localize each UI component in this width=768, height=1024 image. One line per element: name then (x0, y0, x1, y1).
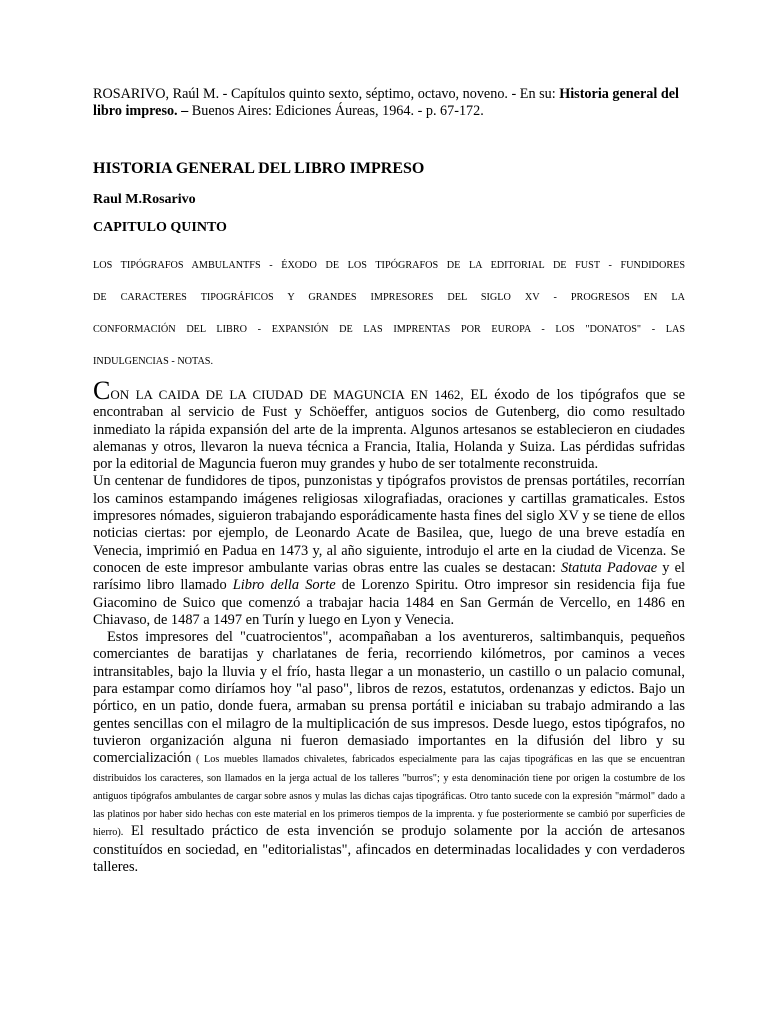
chapter-heading: CAPITULO QUINTO (93, 220, 227, 235)
drop-cap: C (93, 376, 111, 405)
paragraph-text: Un centenar de fundidores de tipos, punzonistas y tipógrafos provistos de prensas portátiles, recorrían los caminos estampando imágenes religiosas xilografiadas, oraciones y cartillas gramaticales. Estos impresores nómades, siguieron trabajando esporádicamente hasta fines del siglo XV y se tiene de ellos noticias ciertas: por ejemplo, de Leonardo Acate de Basilea, que, luego de una breve estadía en Venecia, imprimió en Padua en 1473 y, al año siguiente, introdujo el arte en la ciudad de Vicenza. Se conocen de este impresor ambulante varias obras entre las cuales se destacan: (93, 473, 685, 576)
bibliographic-citation (93, 86, 685, 120)
citation-title: Historia general del libro impreso. – (93, 86, 679, 119)
book-title-italic: Statuta Padovae (560, 559, 658, 576)
paragraph-text: El resultado práctico de esta invención se produjo solamente por la acción de artesanos constituídos en sociedad, en "editorialistas", afincados en determinadas localidades y con verdaderos talleres. (93, 823, 685, 876)
opening-smallcaps: ON LA CAIDA DE LA CIUDAD DE MAGUNCIA EN 1462, (110, 387, 464, 402)
chapter-body (93, 376, 685, 876)
summary-line: CONFORMACIÓN DEL LIBRO - EXPANSIÓN DE LAS IMPRENTAS POR EUROPA - LOS "DONATOS" - LAS (93, 324, 685, 335)
book-title-italic: Libro della Sorte (232, 577, 336, 594)
summary-line: LOS TIPÓGRAFOS AMBULANTFS - ÉXODO DE LOS TIPÓGRAFOS DE LA EDITORIAL DE FUST - FUNDIDORES (93, 260, 685, 271)
chapter-summary (93, 250, 685, 378)
summary-line: DE CARACTERES TIPOGRÁFICOS Y GRANDES IMPRESORES DEL SIGLO XV - PROGRESOS EN LA (93, 292, 685, 303)
citation-prefix: ROSARIVO, Raúl M. - Capítulos quinto sexto, séptimo, octavo, noveno. - En su: (93, 86, 560, 102)
paragraph-text: EL éxodo de los tipógrafos que se encontraban al servicio de Fust y Schöeffer, antiguos socios de Gutenberg, dio como resultado inmediato la rápida expansión del arte de la imprenta. Algunos artesanos se establecieron en ciudades alemanas y otros, llevaron la nueva técnica a Francia, Italia, Holanda y Suiza. Las pérdidas sufridas por la editorial de Maguncia fueron muy grandes y hubo de ser totalmente reconstruida. (93, 387, 685, 473)
inline-note: ( Los muebles llamados chivaletes, fabricados especialmente para las cajas tipográficas en las que se encuentran distribuidos los caracteres, son llamados en la jerga actual de los talleres "burros"; y esta denominación tiene por origen la costumbre de los antiguos tipógrafos ambulantes de cargar sobre asnos y mulas las dichas cajas tipográficas. Otro tanto sucede con la expresión "mármol" dado a las platinos por haber sido hechas con este material en los primeros tiempos de la imprenta. y fue posteriormente se cambió por superficies de hierro). (93, 754, 685, 839)
paragraph-text: y el rarísimo libro llamado (93, 559, 685, 594)
document-title: HISTORIA GENERAL DEL LIBRO IMPRESO (93, 160, 425, 177)
summary-line: INDULGENCIAS - NOTAS. (93, 356, 214, 367)
citation-suffix: Buenos Aires: Ediciones Áureas, 1964. - p. 67-172. (188, 103, 484, 119)
paragraph-text: Estos impresores del "cuatrocientos", acompañaban a los aventureros, saltimbanquis, pequeños comerciantes de baratijas y charlatanes de feria, recorriendo kilómetros, por caminos a veces intransitables, bajo la lluvia y el frío, hasta llegar a un monasterio, un castillo o un palacio comunal, para estampar como diríamos hoy "al paso", libros de rezos, estatutos, ordenanzas y edictos. Bajo un pórtico, en un patio, donde fuera, armaban su prensa portátil e iniciaban su trabajo admirando a las gentes sencillas con el milagro de la multiplicación de sus impresos. Desde luego, estos tipógrafos, no tuvieron organización alguna ni fueron demasiado importantes en la difusión del libro y su comercialización (93, 629, 685, 767)
paragraph (93, 629, 685, 876)
author-name: Raul M.Rosarivo (93, 192, 196, 207)
paragraph (93, 376, 685, 473)
paragraph-text: de Lorenzo Spiritu. Otro impresor sin residencia fija fue Giacomino de Suico que comenzó a trabajar hacia 1484 en San Germán de Vercello, en 1486 en Chiavaso, de 1487 a 1497 en Turín y luego en Lyon y Venecia. (93, 577, 685, 628)
paragraph (93, 473, 685, 629)
